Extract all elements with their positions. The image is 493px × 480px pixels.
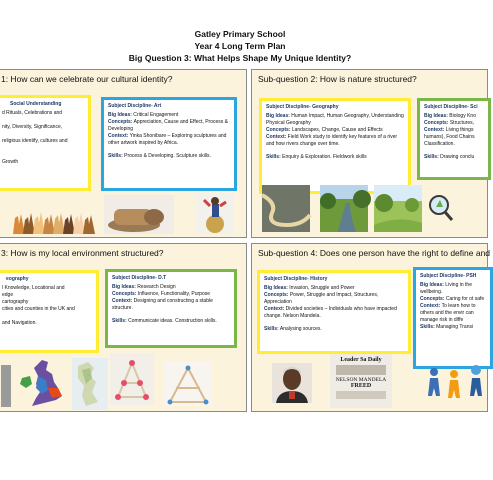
magnifier-image — [428, 194, 454, 222]
panel-title: Sub-question 4: Does one person have the right to define and — [258, 248, 491, 258]
meadow-image — [374, 185, 422, 232]
box-title: Subject Discipline- Sci — [424, 104, 478, 110]
label: Concepts: — [264, 292, 289, 298]
globe-figure-image — [196, 194, 234, 234]
skills-text: Drawing conclu — [440, 154, 475, 160]
newspaper-masthead: Leader Sa Daily — [340, 357, 382, 363]
skills-text: Enquiry & Exploration. Fieldwork skills — [282, 154, 367, 160]
skills-text: Managing Transi — [436, 324, 474, 330]
history-box — [257, 270, 411, 354]
box-line: and Navigation. — [2, 320, 37, 326]
label: Skills: — [266, 154, 281, 160]
newspaper-name: NELSON MANDELA — [335, 377, 387, 383]
label: Skills: — [264, 326, 279, 332]
label: Big Ideas: — [420, 282, 444, 288]
box-line — [2, 117, 84, 124]
raised-hands-image — [11, 210, 95, 234]
box-title: Subject Discipline- D.T — [112, 275, 167, 281]
big-ideas-text: Critical Engagement — [133, 112, 179, 118]
box-line: cities and counties in the UK and — [2, 306, 75, 312]
box-title: eography — [6, 276, 29, 282]
panel-local-environment — [0, 243, 247, 412]
context-text: To learn how to others and the envir can manage risk in diffe — [420, 303, 476, 323]
box-line: edge — [2, 292, 14, 298]
box-line: nity, Diversity, Significance, — [2, 124, 63, 130]
label: Big Ideas: — [108, 112, 132, 118]
label: Skills: — [108, 153, 123, 159]
panel-cultural-identity — [0, 69, 247, 238]
big-ideas-text: Research Design — [137, 284, 176, 290]
big-ideas-text: Human Impact, Human Geography, Understanding Physical Geography — [266, 113, 404, 126]
concepts-text: Appreciation, Cause and Effect, Process & Developing — [108, 119, 228, 132]
art-box — [101, 97, 237, 191]
sculpture-image — [104, 195, 174, 234]
concepts-text: Structures, — [449, 120, 475, 126]
atlas-image — [72, 358, 108, 410]
concepts-text: Caring for ot safe — [445, 296, 485, 302]
context-text: Living things humans), Food Chains Classification. — [424, 127, 475, 147]
geography-box — [259, 98, 411, 194]
river-photo-image — [320, 185, 368, 232]
label: Big Ideas: — [112, 284, 136, 290]
context-text: Designing and constructing a stable structure. — [112, 298, 213, 311]
big-question: Big Question 3: What Helps Shape My Unique Identity? — [128, 53, 352, 63]
label: Concepts: — [112, 291, 137, 297]
panel-title: 3: How is my local environment structured? — [1, 248, 164, 258]
box-line: cartography — [2, 299, 29, 305]
book-image — [1, 365, 11, 407]
label: Concepts: — [420, 296, 445, 302]
label: Skills: — [420, 324, 435, 330]
box-line — [2, 131, 84, 138]
panel-title: 1: How can we celebrate our cultural identity? — [1, 74, 173, 84]
label: Big Ideas: — [264, 285, 288, 291]
geography-box-2 — [0, 270, 99, 353]
box-title: Subject Discipline- Art — [108, 103, 162, 109]
label: Concepts: — [266, 127, 291, 133]
label: Big Ideas: — [266, 113, 290, 119]
river-aerial-image — [262, 185, 310, 232]
box-line — [2, 313, 92, 320]
panel-one-person — [251, 243, 491, 412]
dt-box — [105, 269, 237, 348]
school-name: Gatley Primary School — [194, 29, 286, 39]
big-ideas-text: Living in the wellbeing. — [420, 282, 472, 295]
science-box — [417, 98, 491, 180]
mandela-portrait-image — [272, 363, 312, 403]
concepts-text: Power, Struggle and Impact, Structures, Appreciation — [264, 292, 379, 305]
box-line: l Knowledge, Locational and — [2, 285, 65, 291]
pshe-box — [413, 267, 493, 369]
box-title: Subject Discipline- History — [264, 276, 328, 282]
construction-sticks-image — [164, 362, 212, 406]
panel-nature-structured — [251, 69, 488, 238]
box-title: Social Understanding — [10, 101, 62, 107]
label: Context: — [266, 134, 287, 140]
skills-text: Analysing sources. — [279, 326, 322, 332]
skills-text: Process & Developing. Sculpture skills. — [124, 153, 211, 159]
context-text: Yinka Shonibare – Exploring sculptures and other artwork inspired by Africa. — [108, 133, 227, 146]
box-line: Growth — [2, 159, 19, 165]
label: Concepts: — [108, 119, 133, 125]
label: Context: — [420, 303, 441, 309]
label: Skills: — [112, 318, 127, 324]
concepts-text: Influence, Functionality, Purpose — [137, 291, 211, 297]
big-ideas-text: Invasion, Struggle and Power — [289, 285, 355, 291]
box-line: d Rituals, Celebrations and — [2, 110, 63, 116]
plan-title: Year 4 Long Term Plan — [194, 41, 286, 51]
box-line: religious identify, cultures and — [2, 138, 68, 144]
label: Context: — [112, 298, 133, 304]
label: Skills: — [424, 154, 439, 160]
panel-title: Sub-question 2: How is nature structured? — [258, 74, 417, 84]
label: Context: — [264, 306, 285, 312]
teamwork-image — [424, 364, 486, 404]
label: Big Ideas: — [424, 113, 448, 119]
label: Context: — [108, 133, 129, 139]
box-title: Subject Discipline- PSH — [420, 273, 477, 279]
box-title: Subject Discipline- Geography — [266, 104, 339, 110]
newspaper-image — [330, 354, 392, 408]
skills-text: Communicate ideas. Construction skills. — [128, 318, 217, 324]
uk-map-image — [18, 358, 70, 410]
context-text: Field Work study to identify key features of a river and how rivers change over time. — [266, 134, 398, 147]
structure-image — [110, 353, 154, 405]
label: Concepts: — [424, 120, 449, 126]
re-box — [0, 95, 91, 191]
box-line — [2, 152, 84, 159]
context-text: Divided societies – Individuals who have impacted change. Nelson Mandela. — [264, 306, 397, 319]
box-line — [2, 145, 84, 152]
concepts-text: Landscapes, Change, Cause and Effects — [291, 127, 383, 133]
label: Context: — [424, 127, 445, 133]
newspaper-word: FREED — [350, 383, 372, 389]
big-ideas-text: Biology Kno — [449, 113, 476, 119]
